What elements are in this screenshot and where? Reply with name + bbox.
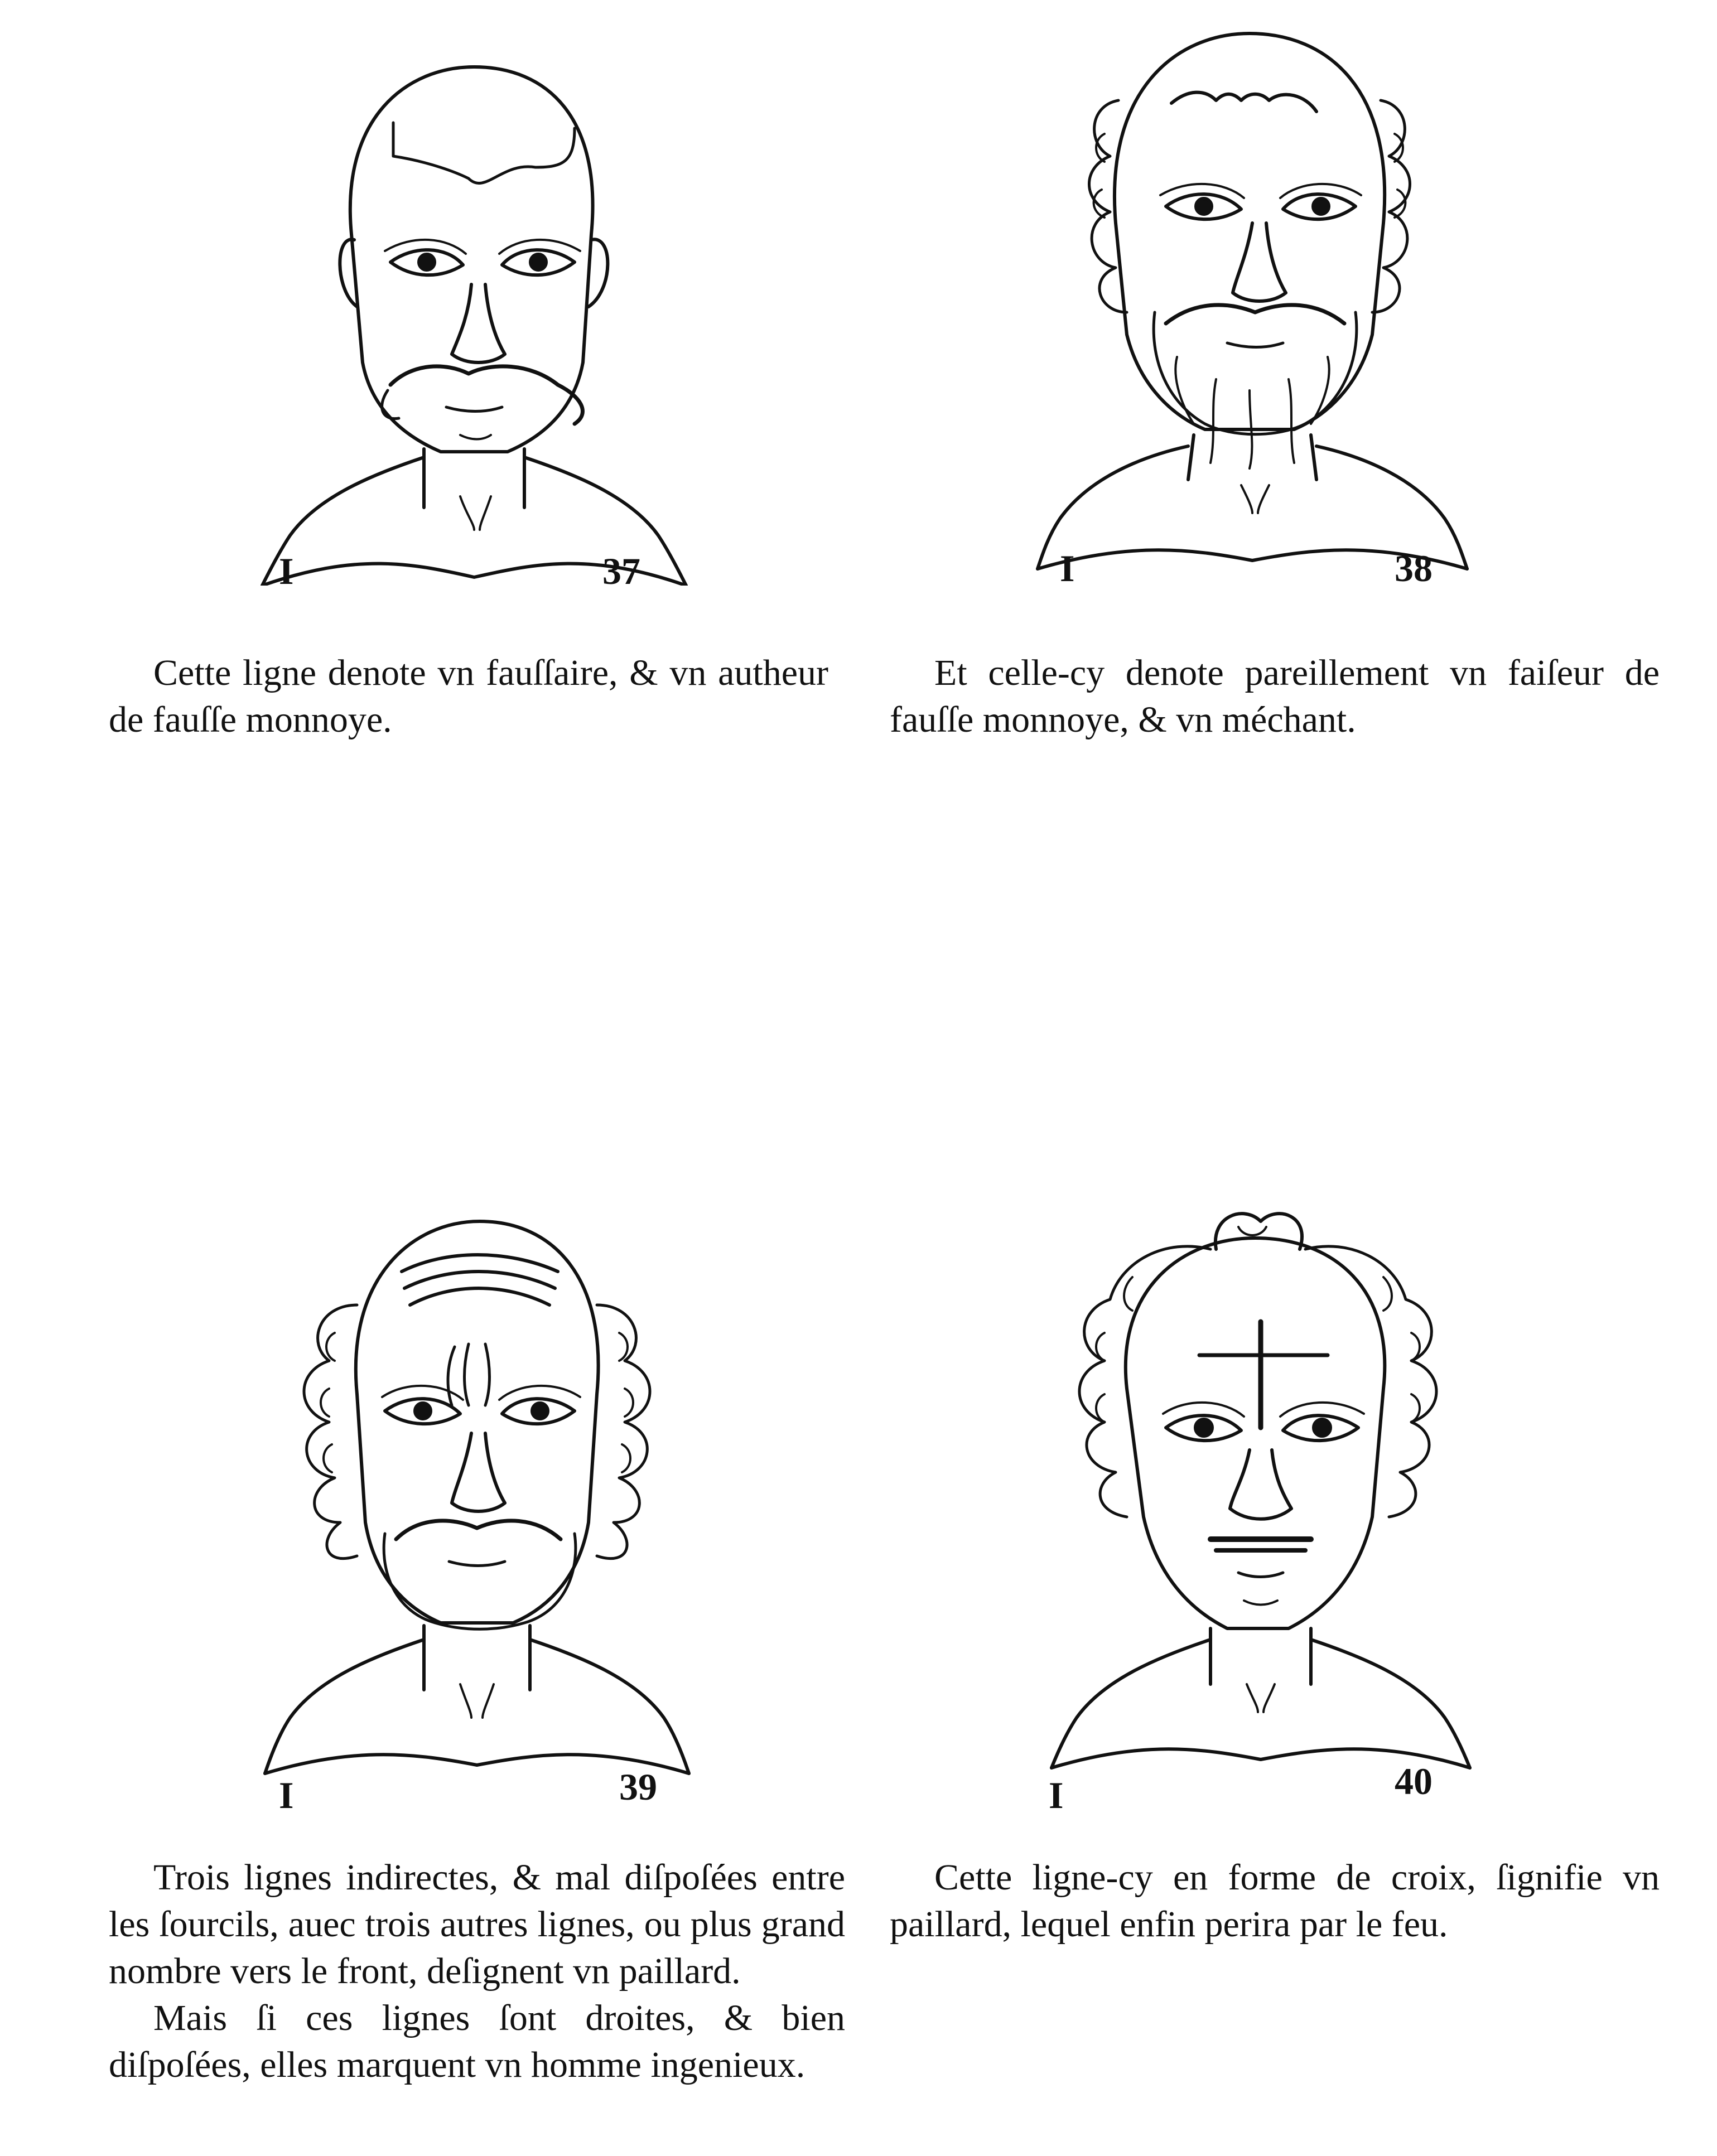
plate-37-caption [109,650,828,743]
plate-39-number: 39 [619,1766,657,1808]
plate-38-illustration [1026,22,1473,574]
plate-39-caption-text-2: Mais ſi ces lignes ſont droites, & bien diſpoſées, elles marquent vn homme ingenieux. [109,1998,845,2085]
plate-37-illustration [245,50,703,586]
plate-39-series: I [279,1774,294,1816]
plate-40-illustration [1026,1205,1489,1773]
plate-37-number: 37 [602,550,640,592]
plate-38-caption-text: Et celle-cy denote pareillement vn faiſeur de fauſſe monnoye, & vn méchant. [890,652,1660,740]
plate-39-caption-text-1: Trois lignes indirectes, & mal diſpoſées entre les ſourcils, auec trois autres lignes, ou plus grand nombre vers le front, deſignent vn paillard. [109,1857,845,1991]
plate-37-series: I [279,550,294,592]
plate-40-number: 40 [1395,1760,1433,1802]
plate-39-caption [109,1854,845,2089]
plate-40-caption-text: Cette ligne-cy en forme de croix, ſignifie vn paillard, lequel enfin perira par le feu. [890,1857,1660,1945]
plate-38-number: 38 [1395,547,1433,589]
plate-38-caption [890,650,1660,743]
plate-37-caption-text: Cette ligne denote vn fauſſaire, & vn autheur de fauſſe monnoye. [109,652,828,740]
plate-38-series: I [1060,547,1075,589]
plate-40-series: I [1049,1774,1064,1816]
plate-39-illustration [245,1210,703,1779]
plate-40-caption [890,1854,1660,1948]
